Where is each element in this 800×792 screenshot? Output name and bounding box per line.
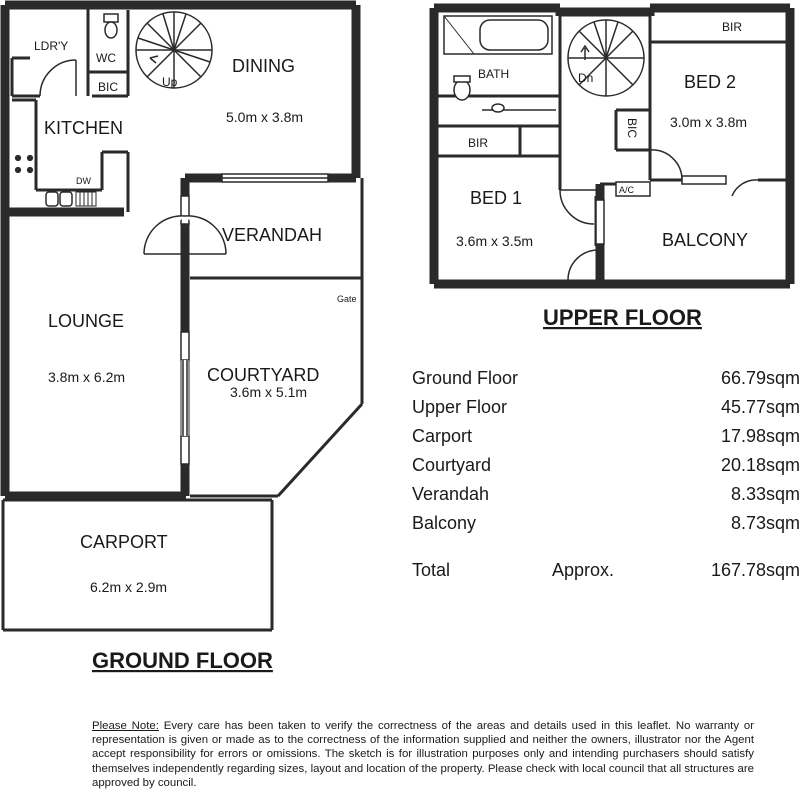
- area-row-balcony: [412, 513, 800, 542]
- vanity-icon: [482, 104, 556, 112]
- area-row-verandah: [412, 484, 800, 513]
- toilet-icon: [104, 14, 118, 38]
- dining-label: DINING: [232, 56, 295, 76]
- lounge-sliding-door: [181, 332, 189, 464]
- wc-label: WC: [96, 51, 116, 65]
- dining-window: [222, 174, 328, 182]
- balcony-label: BALCONY: [662, 230, 749, 250]
- sink-icon: [46, 192, 72, 206]
- bed2-size: 3.0m x 3.8m: [670, 114, 748, 130]
- total-approx-label: Approx.: [552, 560, 615, 580]
- area-value: 8.73sqm: [730, 513, 800, 533]
- laundry-label: LDR'Y: [34, 39, 69, 53]
- area-name: Ground Floor: [412, 368, 519, 388]
- bic-upper-label: BIC: [625, 118, 639, 139]
- bir-top-label: BIR: [722, 20, 743, 34]
- area-value: 17.98sqm: [720, 426, 800, 446]
- cooktop-icon: [16, 156, 33, 173]
- balcony-door: [568, 250, 598, 280]
- verandah-label: VERANDAH: [222, 225, 323, 245]
- carport-size: 6.2m x 2.9m: [90, 579, 168, 595]
- carport-label: CARPORT: [80, 532, 168, 552]
- courtyard-label: COURTYARD: [207, 365, 320, 385]
- courtyard-size: 3.6m x 5.1m: [230, 384, 308, 400]
- dining-size: 5.0m x 3.8m: [226, 109, 304, 125]
- ac-label: A/C: [619, 185, 635, 195]
- verandah-window: [181, 196, 189, 224]
- area-name: Upper Floor: [412, 397, 508, 417]
- dishwasher-icon: [76, 192, 96, 206]
- bed2-window: [682, 176, 726, 184]
- area-value: 66.79sqm: [720, 368, 800, 388]
- ground-floor-title: GROUND FLOOR: [92, 648, 273, 673]
- bed1-door: [560, 190, 596, 224]
- laundry-door: [40, 60, 76, 96]
- bir-bed1-label: BIR: [468, 136, 489, 150]
- area-value: 45.77sqm: [720, 397, 800, 417]
- gate-label: Gate: [337, 294, 357, 304]
- bath-label: BATH: [478, 67, 510, 81]
- area-row-ground-floor: [412, 368, 800, 397]
- bathtub-icon: [444, 16, 552, 54]
- area-total-row: [412, 560, 800, 589]
- area-name: Balcony: [412, 513, 477, 533]
- bed2-door: [650, 150, 758, 196]
- total-label: Total: [412, 560, 451, 580]
- lounge-size: 3.8m x 6.2m: [48, 369, 126, 385]
- disclaimer-note: [92, 719, 754, 790]
- upper-toilet-icon: [454, 76, 470, 100]
- stairs-up-label: Up: [162, 75, 178, 89]
- disclaimer-heading: Please Note:: [92, 720, 159, 732]
- dishwasher-label: DW: [76, 176, 91, 186]
- area-row-carport: [412, 426, 800, 455]
- bed1-label: BED 1: [470, 188, 523, 208]
- stairs-down-label: Dn: [578, 71, 594, 85]
- kitchen-label: KITCHEN: [44, 118, 124, 138]
- area-row-upper-floor: [412, 397, 800, 426]
- area-name: Courtyard: [412, 455, 492, 475]
- area-row-courtyard: [412, 455, 800, 484]
- bic-label: BIC: [98, 80, 119, 94]
- total-value: 167.78sqm: [710, 560, 800, 580]
- lounge-label: LOUNGE: [48, 311, 125, 331]
- disclaimer-body: Every care has been taken to verify the correctness of the areas and details used in this leaflet. No warranty or representation is given or made as to the correctness of the information supplied and neither the owners, illustrator nor the Agent accept responsibility for errors or omissions. The sketch is for illustration purposes only and intending purchasers should satisfy themselves independently regarding sizes, layout and location of the property. Please check with local council that all structures are approved by council.: [92, 720, 754, 789]
- area-value: 20.18sqm: [720, 455, 800, 475]
- area-name: Carport: [412, 426, 473, 446]
- upper-floor-title: UPPER FLOOR: [543, 305, 702, 330]
- area-value: 8.33sqm: [730, 484, 800, 504]
- bed1-size: 3.6m x 3.5m: [456, 233, 534, 249]
- area-schedule: [412, 368, 800, 589]
- area-name: Verandah: [412, 484, 490, 504]
- bed1-window: [596, 200, 604, 244]
- bed2-label: BED 2: [684, 72, 737, 92]
